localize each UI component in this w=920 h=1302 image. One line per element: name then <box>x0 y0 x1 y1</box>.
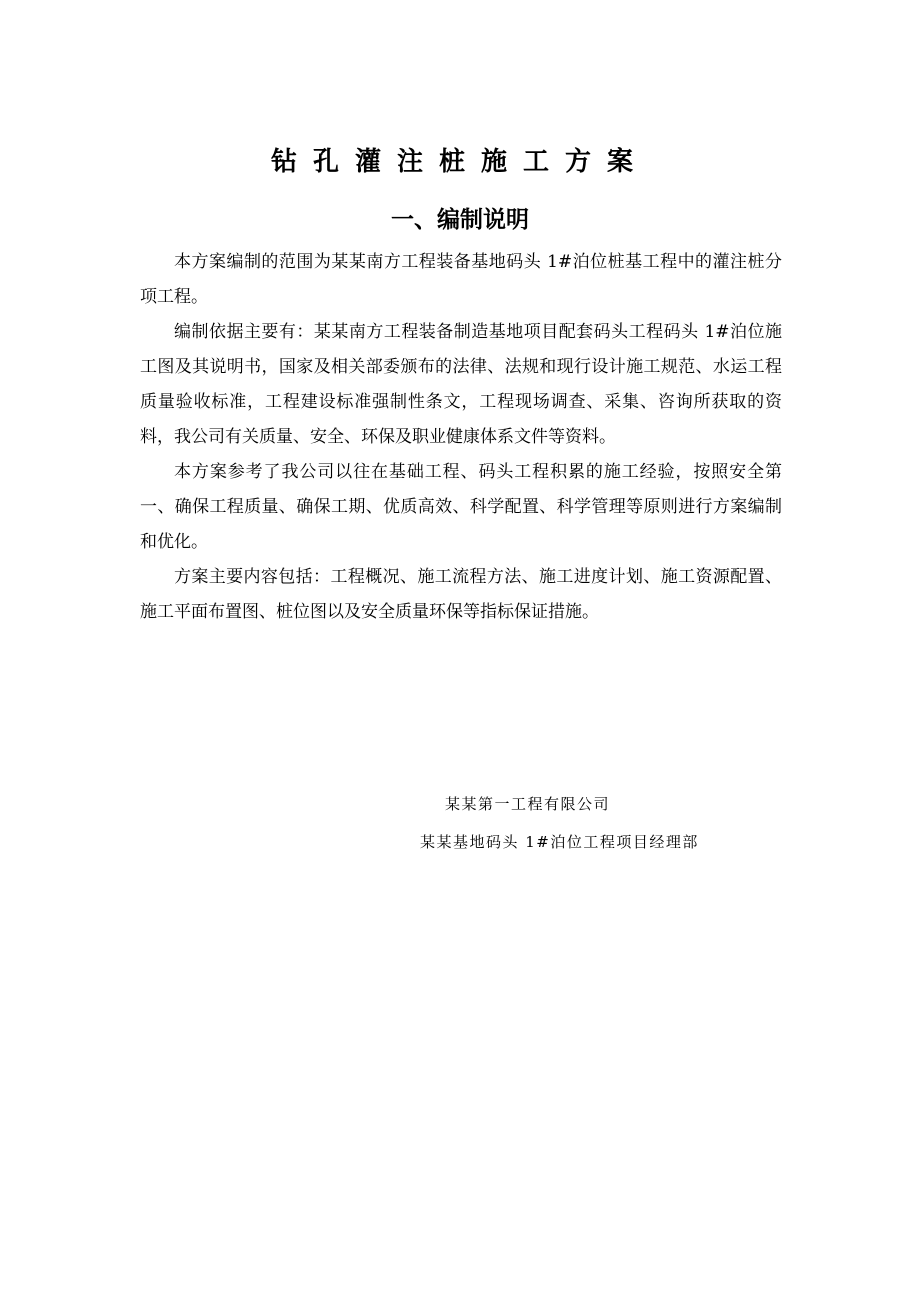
signature-department: 某某基地码头 1#泊位工程项目经理部 <box>420 833 699 851</box>
paragraph-principles: 本方案参考了我公司以往在基础工程、码头工程积累的施工经验，按照安全第一、确保工程质量、确保工期、优质高效、科学配置、科学管理等原则进行方案编制和优化。 <box>140 462 782 552</box>
paragraph-contents: 方案主要内容包括：工程概况、施工流程方法、施工进度计划、施工资源配置、施工平面布置图、桩位图以及安全质量环保等指标保证措施。 <box>140 567 782 622</box>
paragraph-scope: 本方案编制的范围为某某南方工程装备基地码头 1#泊位桩基工程中的灌注桩分项工程。 <box>140 252 782 307</box>
body-text <box>140 245 782 630</box>
paragraph-basis: 编制依据主要有：某某南方工程装备制造基地项目配套码头工程码头 1#泊位施工图及其说明书，国家及相关部委颁布的法律、法规和现行设计施工规范、水运工程质量验收标准，工程建设标准强制性条文，工程现场调查、采集、咨询所获取的资料，我公司有关质量、安全、环保及职业健康体系文件等资料。 <box>140 322 782 447</box>
section-heading: 一、编制说明 <box>391 207 529 233</box>
document-title: 钻孔灌注桩施工方案 <box>270 147 649 177</box>
signature-company: 某某第一工程有限公司 <box>445 795 611 813</box>
signature-block <box>0 785 920 861</box>
